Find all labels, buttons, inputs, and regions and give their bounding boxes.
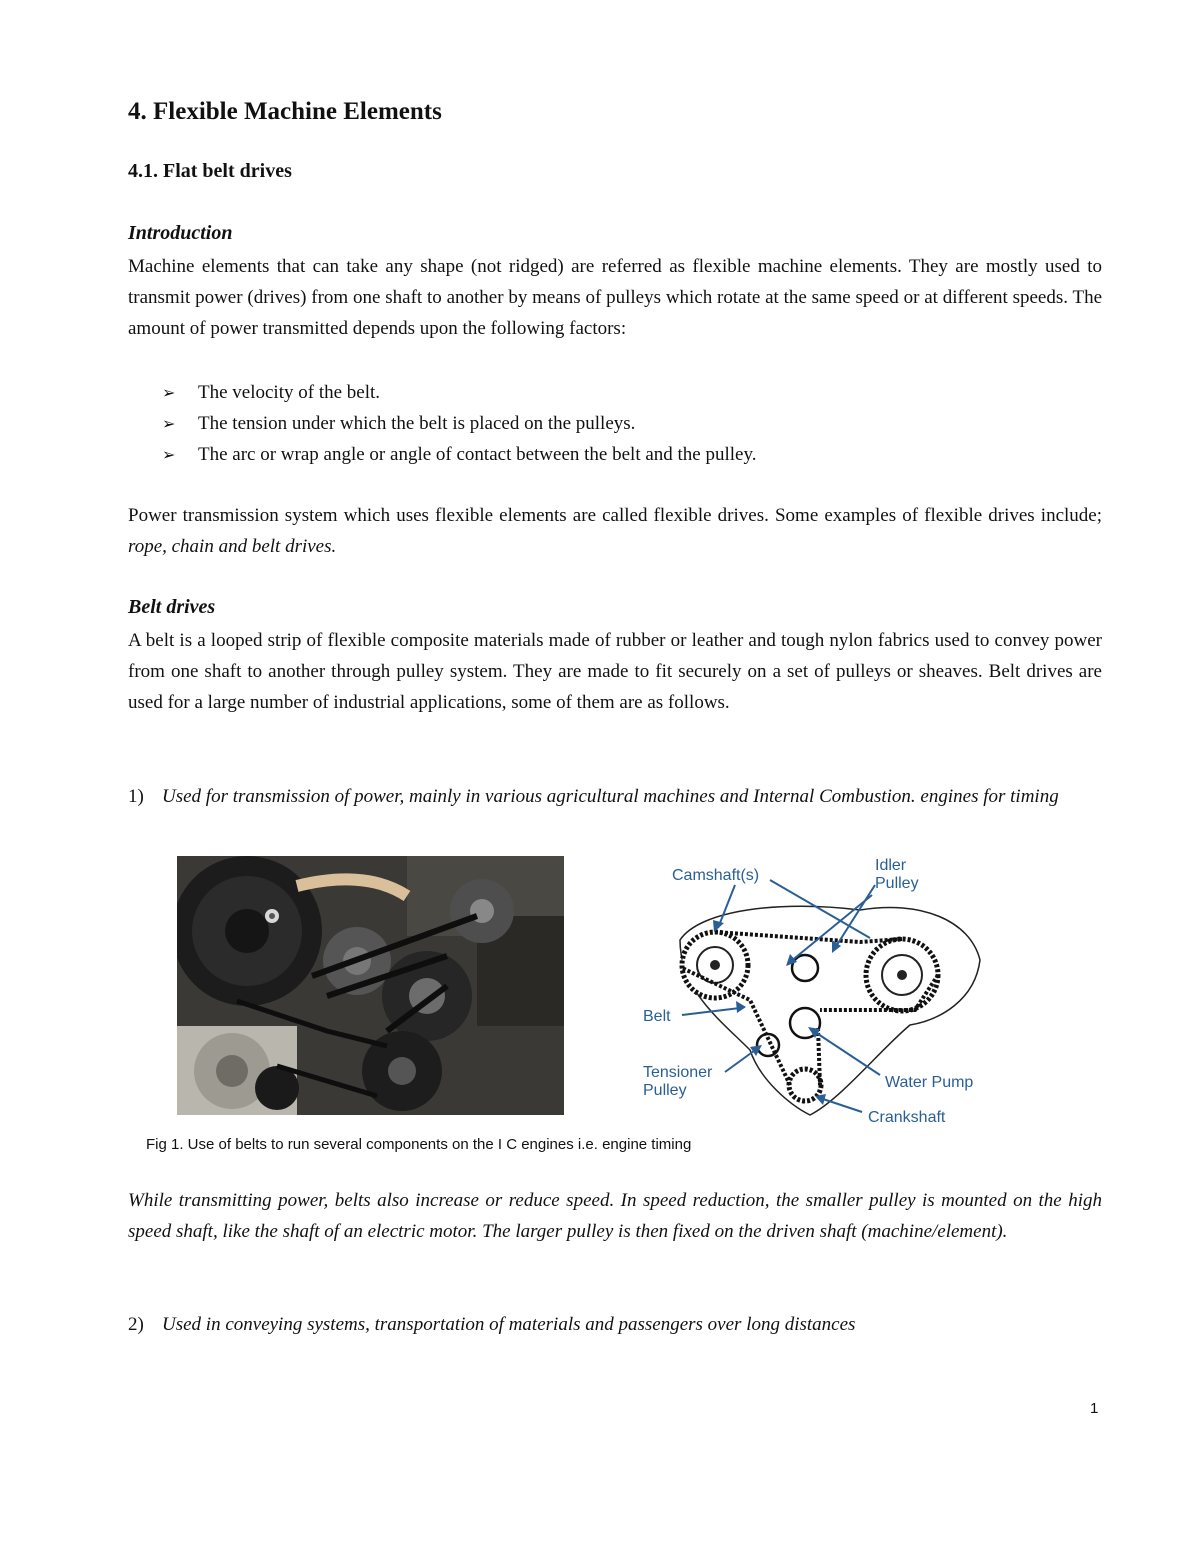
section-heading: 4.1. Flat belt drives (128, 160, 292, 182)
tensioner-label-line1: Tensioner (643, 1064, 713, 1081)
engine-belt-photo (177, 856, 564, 1115)
arrow-bullet-icon: ➢ (162, 445, 176, 464)
belt-drives-heading: Belt drives (128, 596, 216, 618)
page-number: 1 (1090, 1400, 1099, 1417)
tensioner-label-line2: Pulley (643, 1082, 687, 1099)
arrow-bullet-icon: ➢ (162, 414, 176, 433)
figure-caption: Fig 1. Use of belts to run several components on the I C engines i.e. engine timing (146, 1136, 692, 1153)
list-item: ➢ The arc or wrap angle or angle of contact between the belt and the pulley. (162, 439, 757, 470)
idler-label-line2: Pulley (875, 875, 919, 892)
item-number: 1) (128, 786, 144, 807)
speed-paragraph: While transmitting power, belts also increase or reduce speed. In speed reduction, the smaller pulley is mounted on the high speed shaft, like the shaft of an electric motor. The larger pulley is then fixed on the driven shaft (machine/element). (128, 1190, 1102, 1242)
crankshaft-label: Crankshaft (868, 1109, 946, 1126)
introduction-paragraph: Machine elements that can take any shape (not ridged) are referred as flexible machine elements. They are mostly used to transmit power (drives) from one shaft to another by means of pulleys which rotate at the same speed or at different speeds. The amount of power transmitted depends upon the following factors: (128, 256, 1102, 339)
factor-list (162, 377, 757, 470)
item-text: Used in conveying systems, transportation of materials and passengers over long distances (162, 1314, 856, 1335)
belt-label: Belt (643, 1008, 671, 1025)
idler-label-line1: Idler (875, 857, 907, 874)
list-item: ➢ The velocity of the belt. (162, 377, 757, 408)
introduction-heading: Introduction (128, 222, 233, 244)
arrow-bullet-icon: ➢ (162, 383, 176, 402)
camshaft-label: Camshaft(s) (672, 867, 760, 884)
engine-photo-drawing (177, 856, 564, 1115)
list-item: ➢ The tension under which the belt is placed on the pulleys. (162, 408, 757, 439)
chapter-heading: 4. Flexible Machine Elements (128, 98, 442, 125)
flexible-drives-paragraph: Power transmission system which uses flexible elements are called flexible drives. Some examples of flexible drives include; rope, chain and belt drives. (128, 505, 1102, 557)
item-text: Used for transmission of power, mainly in various agricultural machines and Internal Combustion. engines for timing (162, 786, 1059, 807)
application-item-1 (128, 781, 1102, 812)
timing-belt-drawing (640, 850, 1000, 1130)
timing-belt-diagram (640, 850, 1000, 1130)
flexible-drive-examples: rope, chain and belt drives. (128, 536, 337, 557)
application-item-2 (128, 1309, 1102, 1340)
belt-drives-paragraph: A belt is a looped strip of flexible composite materials made of rubber or leather and tough nylon fabrics used to convey power from one shaft to another through pulley system. They are made to fit securely on a set of pulleys or sheaves. Belt drives are used for a large number of industrial applications, some of them are as follows. (128, 630, 1102, 713)
water-pump-label: Water Pump (885, 1074, 974, 1091)
item-number: 2) (128, 1314, 144, 1335)
